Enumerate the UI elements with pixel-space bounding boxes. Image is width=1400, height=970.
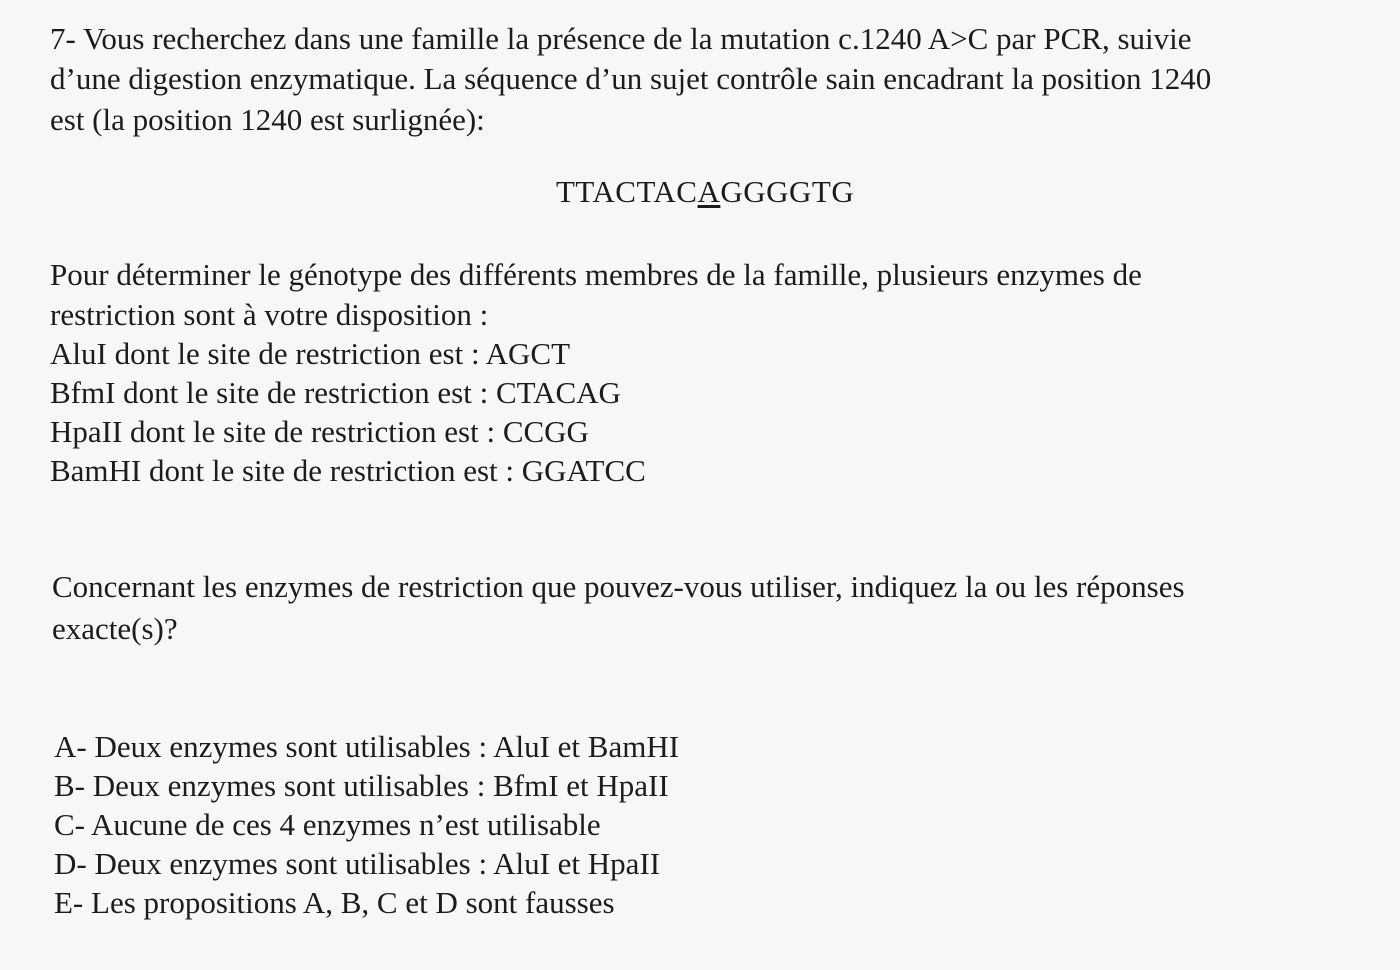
dna-sequence [556,173,854,211]
intro-line-3: est (la position 1240 est surlignée): [50,102,485,137]
answer-option-e: E- Les propositions A, B, C et D sont fausses [54,885,615,920]
enzyme-alui: AluI dont le site de restriction est : AGCT [50,336,571,371]
enzyme-bfmi: BfmI dont le site de restriction est : CTACAG [50,375,621,410]
enzyme-hpaii: HpaII dont le site de restriction est : CCGG [50,414,589,449]
sequence-after: GGGGTG [720,174,855,209]
intro-line-2: d’une digestion enzymatique. La séquence d’un sujet contrôle sain encadrant la position 1240 [50,61,1212,96]
intro-line-1: 7- Vous recherchez dans une famille la présence de la mutation c.1240 A>C par PCR, suivie [50,21,1192,56]
answer-option-c: C- Aucune de ces 4 enzymes n’est utilisable [54,807,601,842]
prompt-line-1: Concernant les enzymes de restriction que pouvez-vous utiliser, indiquez la ou les réponses [52,569,1185,604]
enzymes-intro-line-1: Pour déterminer le génotype des différents membres de la famille, plusieurs enzymes de [50,257,1142,292]
sequence-highlight-position-1240: A [697,174,721,209]
answer-option-a: A- Deux enzymes sont utilisables : AluI et BamHI [54,729,680,764]
answer-option-b: B- Deux enzymes sont utilisables : BfmI et HpaII [54,768,669,803]
answer-option-d: D- Deux enzymes sont utilisables : AluI et HpaII [54,846,661,881]
sequence-before: TTACTAC [556,174,698,209]
enzyme-bamhi: BamHI dont le site de restriction est : GGATCC [50,453,646,488]
enzymes-intro-line-2: restriction sont à votre disposition : [50,297,489,332]
prompt-line-2: exacte(s)? [52,611,178,646]
